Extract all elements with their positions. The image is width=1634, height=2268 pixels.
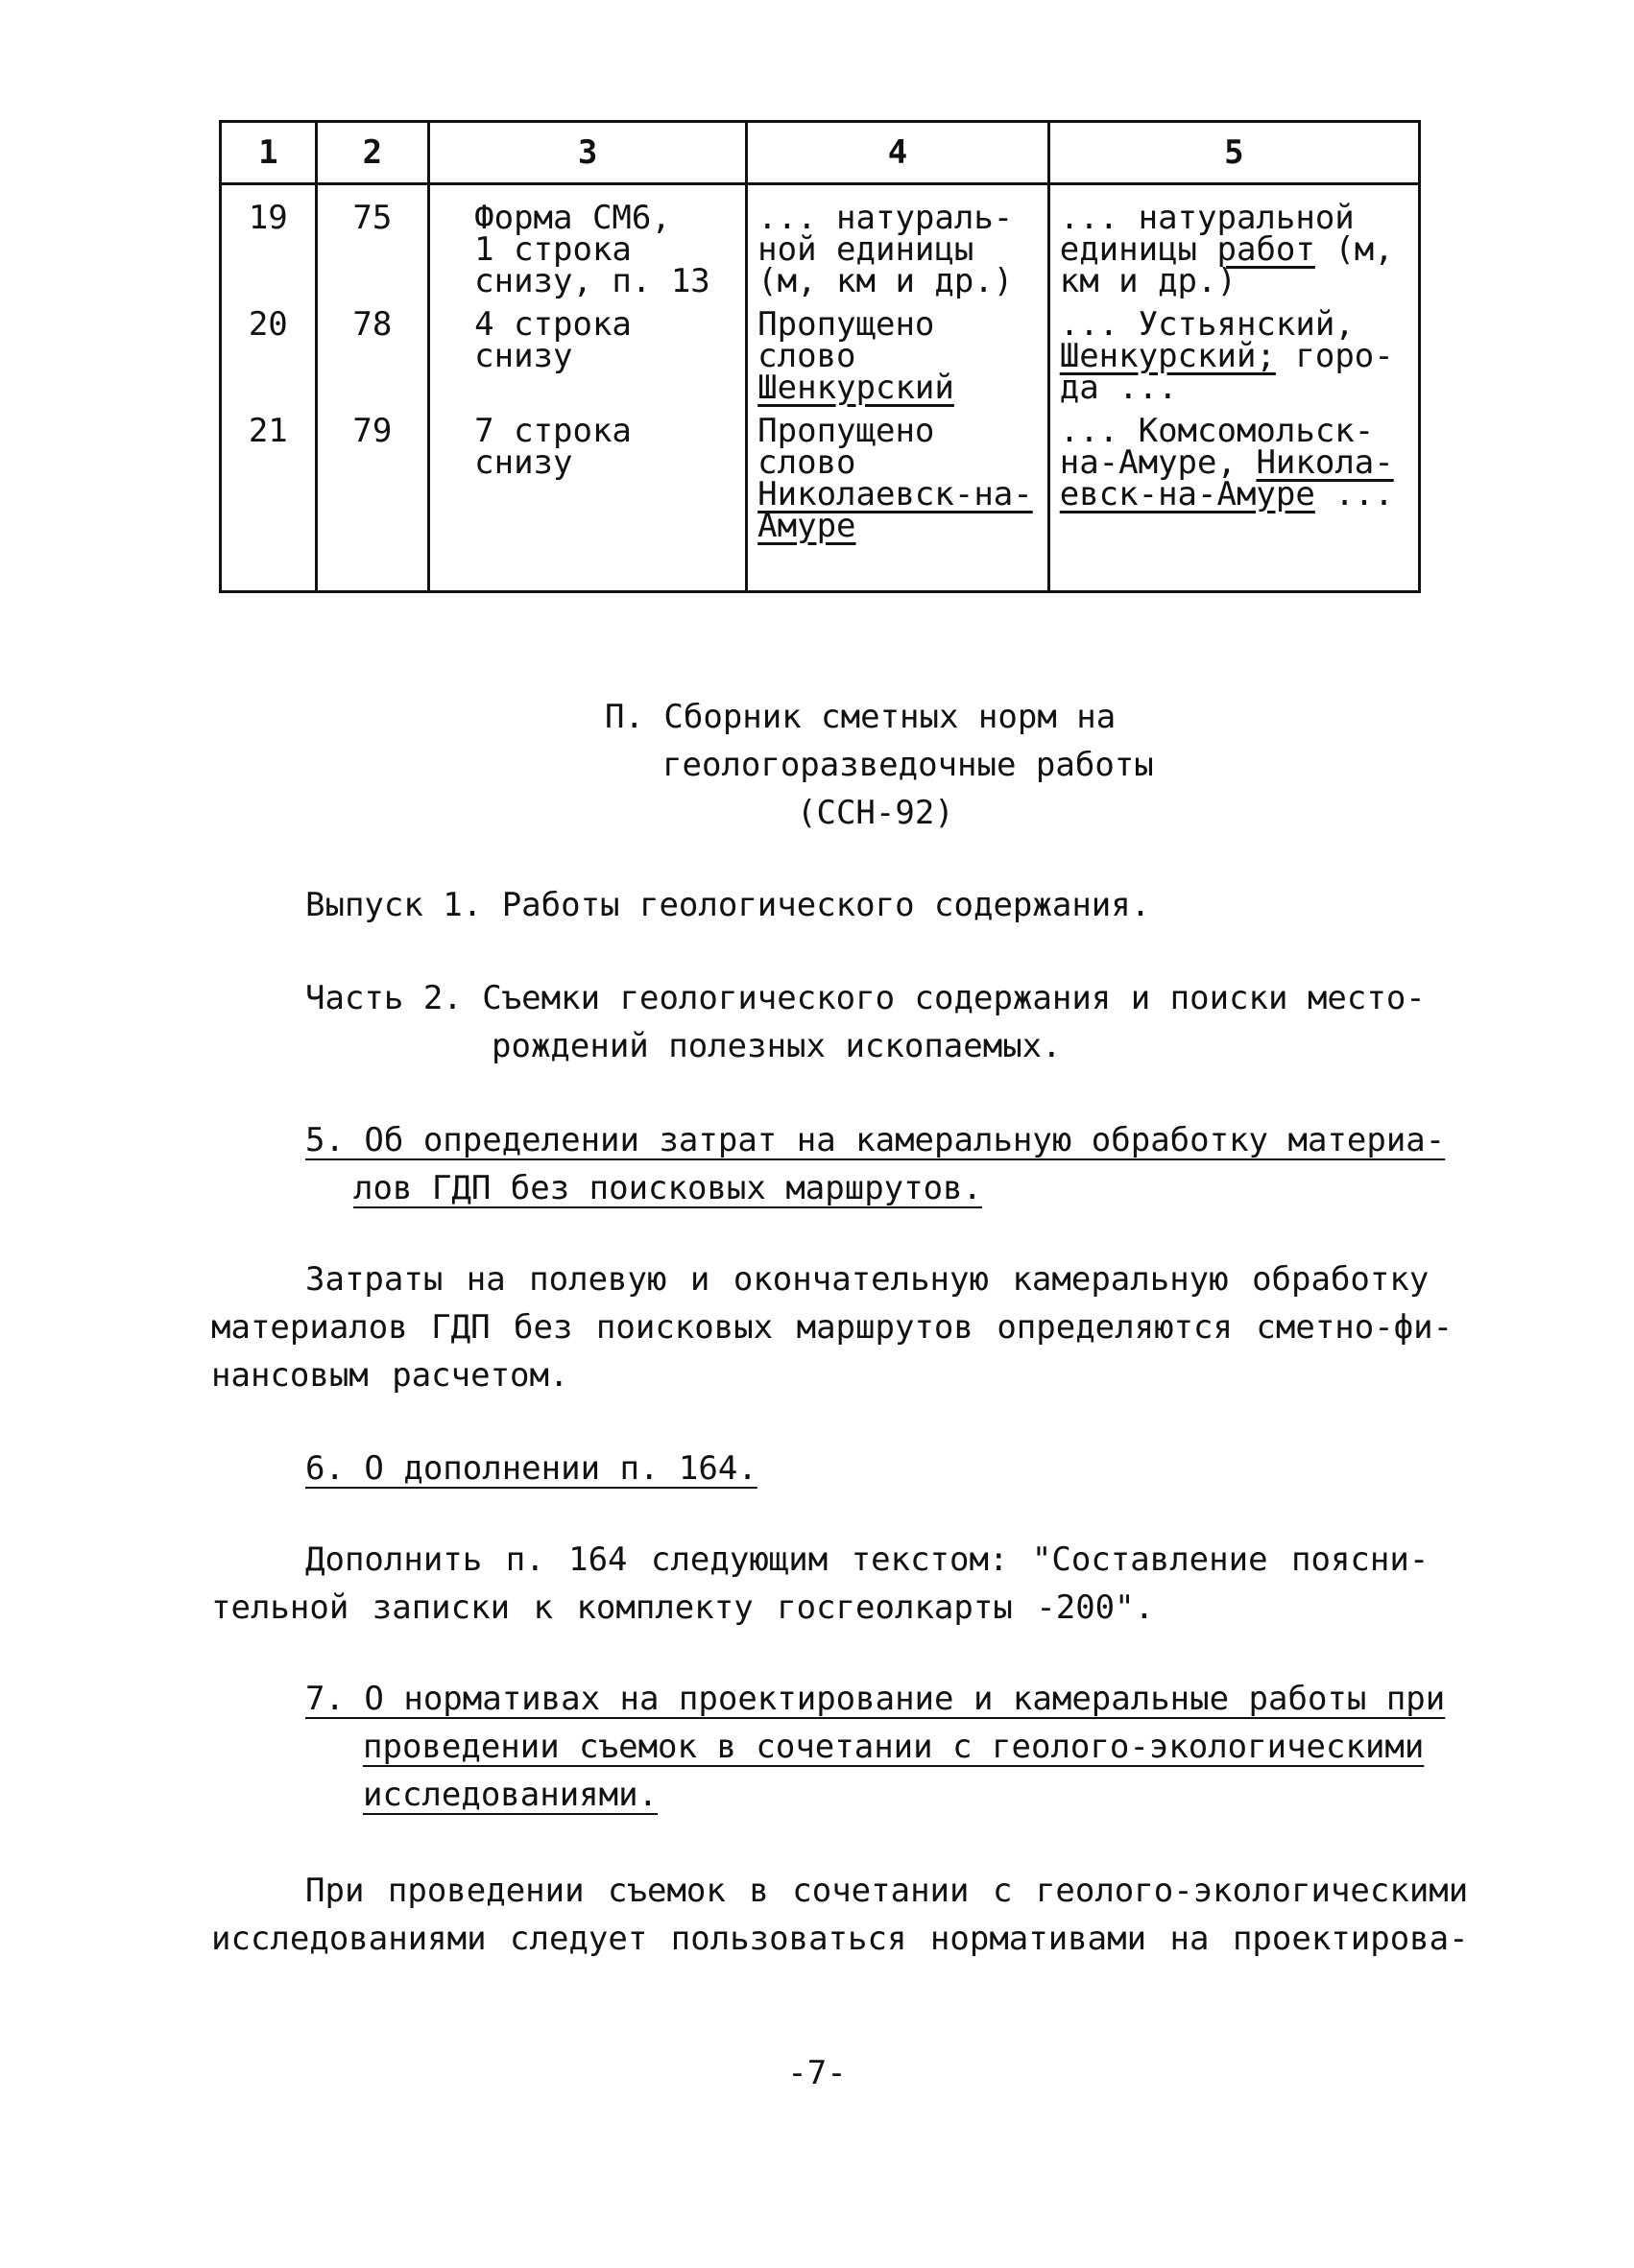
column-header: 2 — [316, 122, 429, 184]
item7-heading: исследованиями. — [363, 1776, 659, 1814]
corrected-text-cell: ... Комсомольск- на-Амуре, Никола- евск-на-Амуре ... — [1048, 404, 1419, 592]
item6-paragraph-line: тельной записки к комплекту госгеолкарты -200". — [211, 1588, 1155, 1627]
column-header: 1 — [221, 122, 317, 184]
column-header: 4 — [747, 122, 1049, 184]
section-title-line: (ССН-92) — [797, 794, 954, 832]
item7-heading: проведении съемок в сочетании с геолого-экологическими — [363, 1728, 1425, 1766]
table-row — [221, 298, 1420, 404]
column-header: 5 — [1048, 122, 1419, 184]
location-cell: 7 строка снизу — [429, 404, 747, 592]
section-title — [605, 693, 1154, 837]
row-number: 19 — [221, 184, 317, 298]
corrected-text-cell: ... натуральной единицы работ (м, км и др.) — [1048, 184, 1419, 298]
item7-heading: 7. О нормативах на проектирование и камеральные работы при — [305, 1680, 1446, 1718]
issue-line: Выпуск 1. Работы геологического содержания. — [305, 886, 1151, 924]
table-header-row — [221, 122, 1420, 184]
table-row — [221, 404, 1420, 592]
item7-paragraph-line: При проведении съемок в сочетании с геолого-экологическими — [305, 1872, 1469, 1910]
row-number: 20 — [221, 298, 317, 404]
printed-text-cell: Пропущено слово Шенкурский — [747, 298, 1049, 404]
page-ref: 79 — [316, 404, 429, 592]
item6-paragraph-line: Дополнить п. 164 следующим текстом: "Составление поясни- — [305, 1540, 1430, 1579]
page-ref: 78 — [316, 298, 429, 404]
table-row — [221, 184, 1420, 298]
section-title-line: П. Сборник сметных норм на — [605, 698, 1117, 736]
page-number: -7- — [787, 2054, 847, 2092]
item5-heading: лов ГДП без поисковых маршрутов. — [353, 1169, 983, 1207]
part-line: рождений полезных ископаемых. — [492, 1027, 1062, 1065]
item5-paragraph-line: нансовым расчетом. — [211, 1356, 569, 1395]
printed-text-cell: Пропущено слово Николаевск-на- Амуре — [747, 404, 1049, 592]
item5-heading: 5. Об определении затрат на камеральную обработку материа- — [305, 1121, 1446, 1159]
location-cell: 4 строка снизу — [429, 298, 747, 404]
part-line: Часть 2. Съемки геологического содержания и поиски место- — [305, 979, 1426, 1017]
page-ref: 75 — [316, 184, 429, 298]
section-title-line: геологоразведочные работы — [662, 746, 1154, 784]
item7-paragraph-line: исследованиями следует пользоваться нормативами на проектирова- — [211, 1920, 1469, 1958]
row-number: 21 — [221, 404, 317, 592]
corrected-text-cell: ... Устьянский, Шенкурский; горо- да ... — [1048, 298, 1419, 404]
item5-paragraph-line: материалов ГДП без поисковых маршрутов определяются сметно-фи- — [211, 1308, 1454, 1347]
location-cell: Форма СМ6, 1 строка снизу, п. 13 — [429, 184, 747, 298]
item6-heading: 6. О дополнении п. 164. — [305, 1449, 757, 1488]
printed-text-cell: ... натураль- ной единицы (м, км и др.) — [747, 184, 1049, 298]
column-header: 3 — [429, 122, 747, 184]
corrections-table — [219, 120, 1421, 593]
item5-paragraph-line: Затраты на полевую и окончательную камеральную обработку — [305, 1260, 1430, 1299]
